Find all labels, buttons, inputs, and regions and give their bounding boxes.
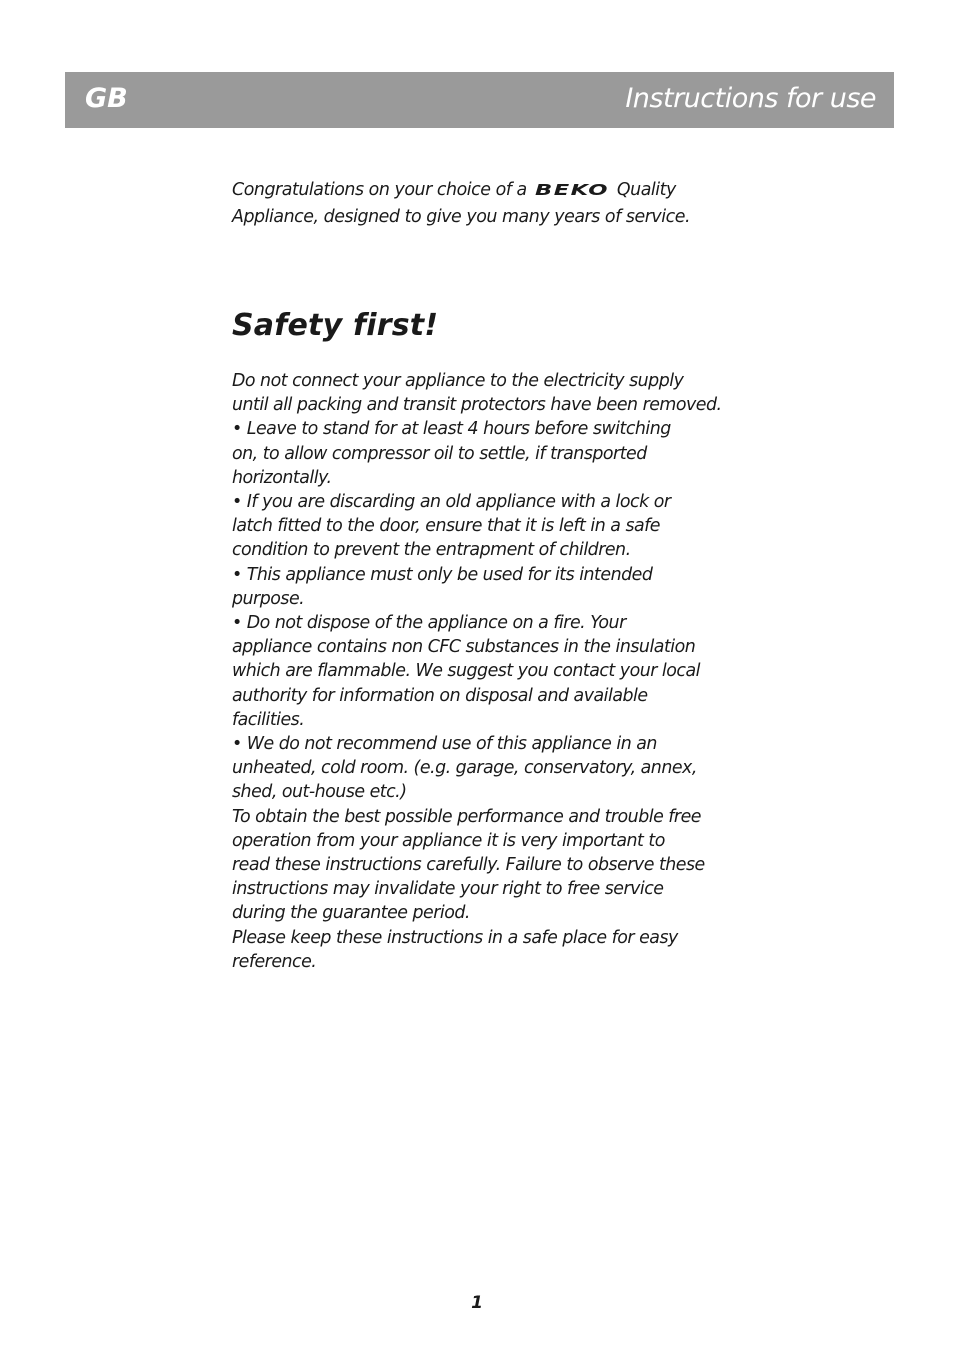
safety-text-line: purpose. — [232, 588, 305, 609]
safety-text-line: during the guarantee period. — [232, 903, 470, 924]
safety-instructions — [232, 369, 732, 974]
safety-text-line: unheated, cold room. (e.g. garage, conservatory, annex, — [232, 758, 697, 779]
intro-text-after-brand: Quality — [616, 180, 676, 200]
document-title: Instructions for use — [625, 83, 876, 114]
safety-text-line: operation from your appliance it is very important to — [232, 830, 665, 851]
safety-text-line: read these instructions carefully. Failure to observe these — [232, 855, 705, 876]
safety-text-line: • Leave to stand for at least 4 hours before switching — [232, 419, 671, 440]
safety-text-line: condition to prevent the entrapment of children. — [232, 540, 631, 561]
safety-text-line: • Do not dispose of the appliance on a fire. Your — [232, 613, 626, 634]
safety-text-line: authority for information on disposal and available — [232, 685, 648, 706]
section-title: Safety first! — [232, 308, 439, 343]
safety-text-line: To obtain the best possible performance and trouble free — [232, 806, 701, 827]
intro-text-before-brand: Congratulations on your choice of a — [232, 180, 527, 200]
language-code: GB — [85, 83, 128, 114]
header-bar — [65, 72, 894, 128]
safety-text-line: reference. — [232, 951, 317, 972]
safety-text-line: Please keep these instructions in a safe place for easy — [232, 927, 678, 948]
intro-block — [232, 178, 732, 230]
safety-text-line: until all packing and transit protectors have been removed. — [232, 395, 722, 416]
safety-text-line: • We do not recommend use of this appliance in an — [232, 734, 657, 755]
intro-paragraph — [232, 178, 732, 230]
safety-text-line: Do not connect your appliance to the electricity supply — [232, 371, 684, 391]
beko-logo — [534, 180, 610, 205]
safety-text-line: • If you are discarding an old appliance with a lock or — [232, 492, 671, 513]
safety-text-line: shed, out-house etc.) — [232, 782, 407, 803]
beko-logo-text: BEKO — [534, 182, 609, 197]
safety-text-line: • This appliance must only be used for its intended — [232, 564, 653, 585]
safety-text-line: instructions may invalidate your right to free service — [232, 879, 664, 900]
page-number: 1 — [471, 1293, 483, 1313]
safety-text-line: horizontally. — [232, 467, 332, 488]
safety-text-line: appliance contains non CFC substances in the insulation — [232, 637, 696, 658]
intro-text-line2: Appliance, designed to give you many years of service. — [232, 207, 691, 227]
safety-text-line: on, to allow compressor oil to settle, if transported — [232, 443, 647, 464]
safety-text-line: facilities. — [232, 709, 305, 730]
safety-text-line: latch fitted to the door, ensure that it is left in a safe — [232, 516, 660, 537]
safety-text-line: which are flammable. We suggest you contact your local — [232, 661, 700, 682]
